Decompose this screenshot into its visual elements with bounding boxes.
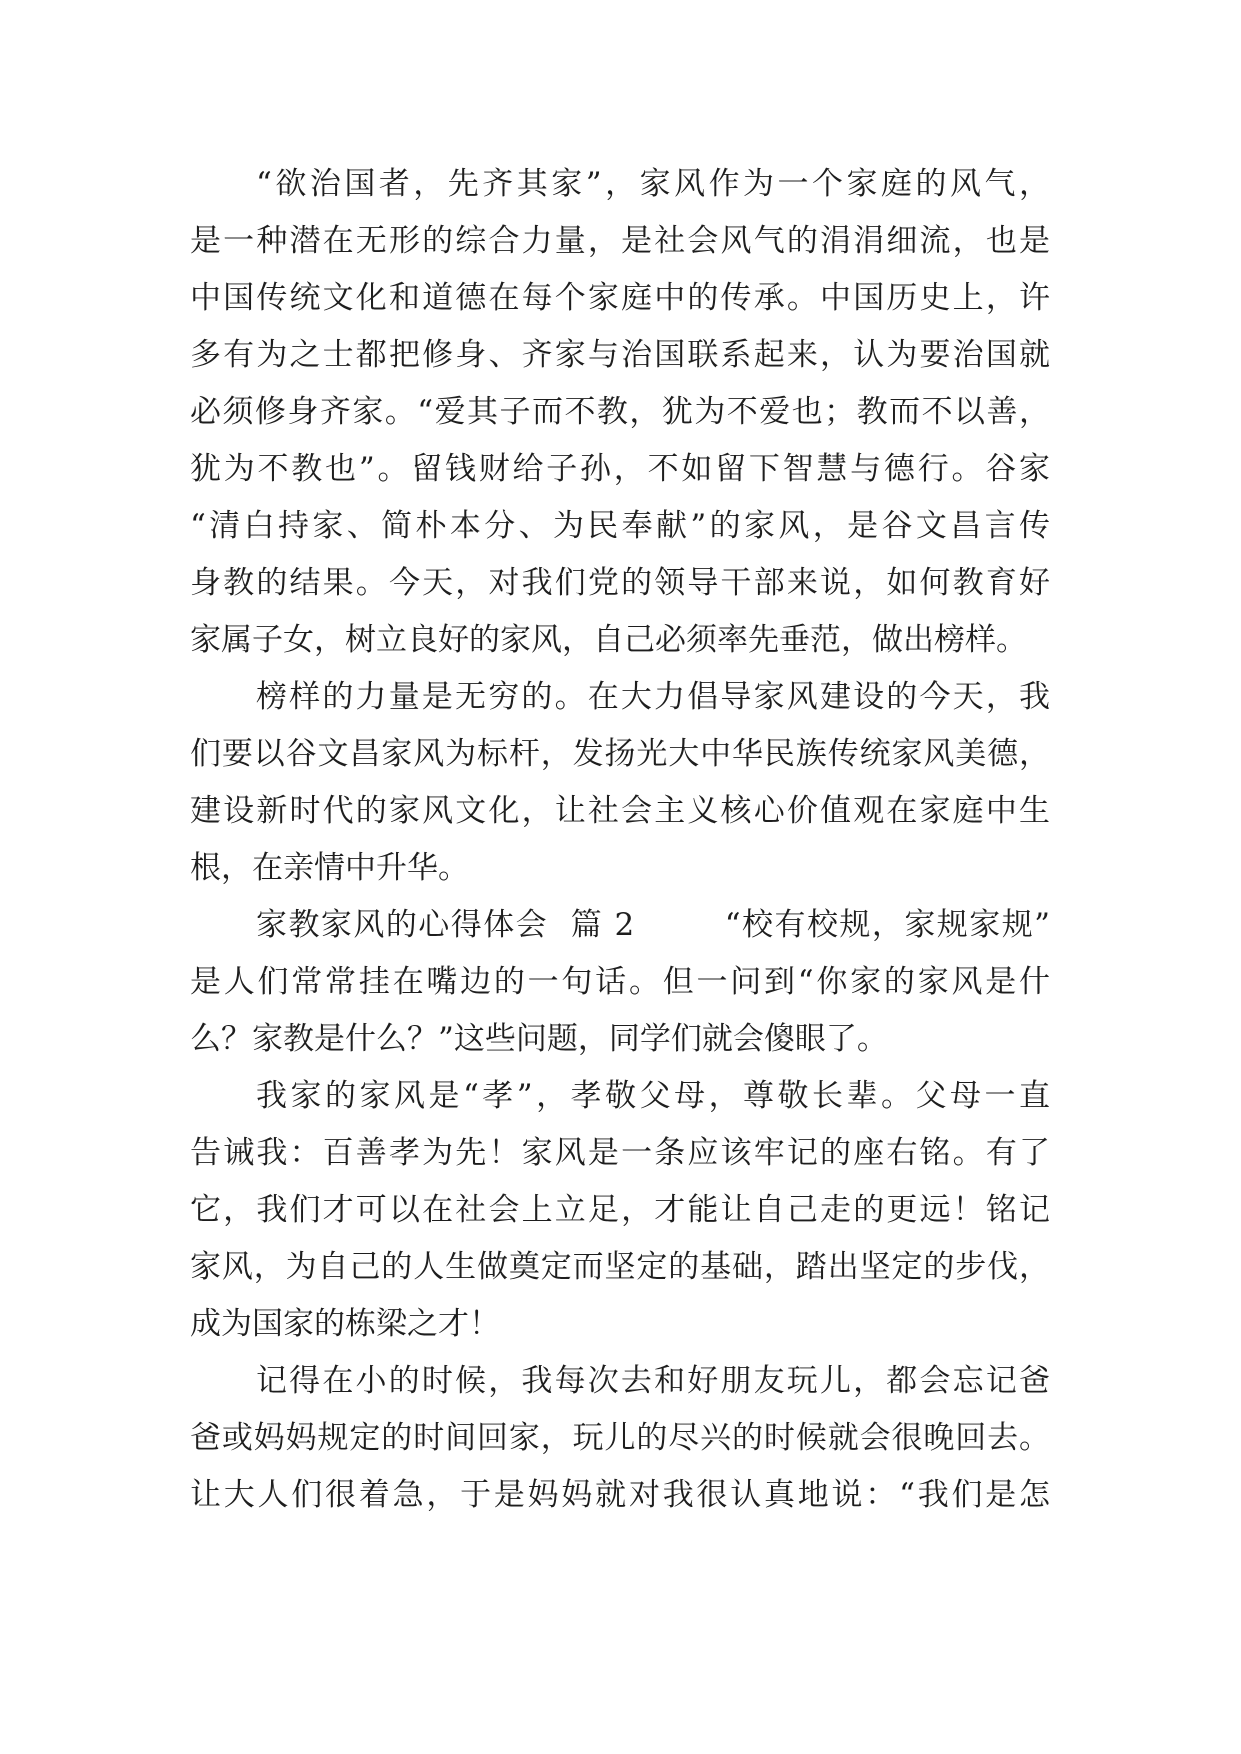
- text-line: 记得在小的时候，我每次去和好朋友玩儿，都会忘记爸: [256, 1363, 1050, 1399]
- text-line: 爸或妈妈规定的时间回家，玩儿的尽兴的时候就会很晚回去。: [190, 1420, 1050, 1456]
- text-line: 中国传统文化和道德在每个家庭中的传承。中国历史上，许: [190, 280, 1050, 316]
- text-line: 是人们常常挂在嘴边的一句话。但一问到“你家的家风是什: [190, 964, 1050, 1000]
- text-line: 我家的家风是“孝”，孝敬父母，尊敬长辈。父母一直: [256, 1078, 1050, 1114]
- text-line: 告诫我：百善孝为先！家风是一条应该牢记的座右铭。有了: [190, 1135, 1050, 1171]
- text-line: 们要以谷文昌家风为标杆，发扬光大中华民族传统家风美德，: [190, 736, 1050, 772]
- text-line: “欲治国者，先齐其家”，家风作为一个家庭的风气，: [256, 166, 1050, 202]
- text-line: 犹为不教也”。留钱财给子孙，不如留下智慧与德行。谷家: [190, 451, 1050, 487]
- text-line: 家教家风的心得体会 篇 2 “校有校规，家规家规”: [256, 907, 1050, 943]
- text-line: 必须修身齐家。“爱其子而不教，犹为不爱也；教而不以善，: [190, 394, 1050, 430]
- text-line: 榜样的力量是无穷的。在大力倡导家风建设的今天，我: [256, 679, 1050, 715]
- text-line: 家风，为自己的人生做奠定而坚定的基础，踏出坚定的步伐，: [190, 1249, 1050, 1285]
- document-body: [190, 156, 1050, 1524]
- text-line: 让大人们很着急，于是妈妈就对我很认真地说：“我们是怎: [190, 1477, 1050, 1513]
- text-line: 多有为之士都把修身、齐家与治国联系起来，认为要治国就: [190, 337, 1050, 373]
- text-line: 是一种潜在无形的综合力量，是社会风气的涓涓细流，也是: [190, 223, 1050, 259]
- text-line: 么？家教是什么？”这些问题，同学们就会傻眼了。: [190, 1021, 888, 1057]
- text-line: 成为国家的栋梁之才！: [190, 1306, 500, 1342]
- text-line: 它，我们才可以在社会上立足，才能让自己走的更远！铭记: [190, 1192, 1050, 1228]
- text-line: 家属子女，树立良好的家风，自己必须率先垂范，做出榜样。: [190, 622, 1027, 658]
- text-line: “清白持家、简朴本分、为民奉献”的家风，是谷文昌言传: [190, 508, 1050, 544]
- text-line: 建设新时代的家风文化，让社会主义核心价值观在家庭中生: [190, 793, 1050, 829]
- text-line: 根，在亲情中升华。: [190, 850, 469, 886]
- text-line: 身教的结果。今天，对我们党的领导干部来说，如何教育好: [190, 565, 1050, 601]
